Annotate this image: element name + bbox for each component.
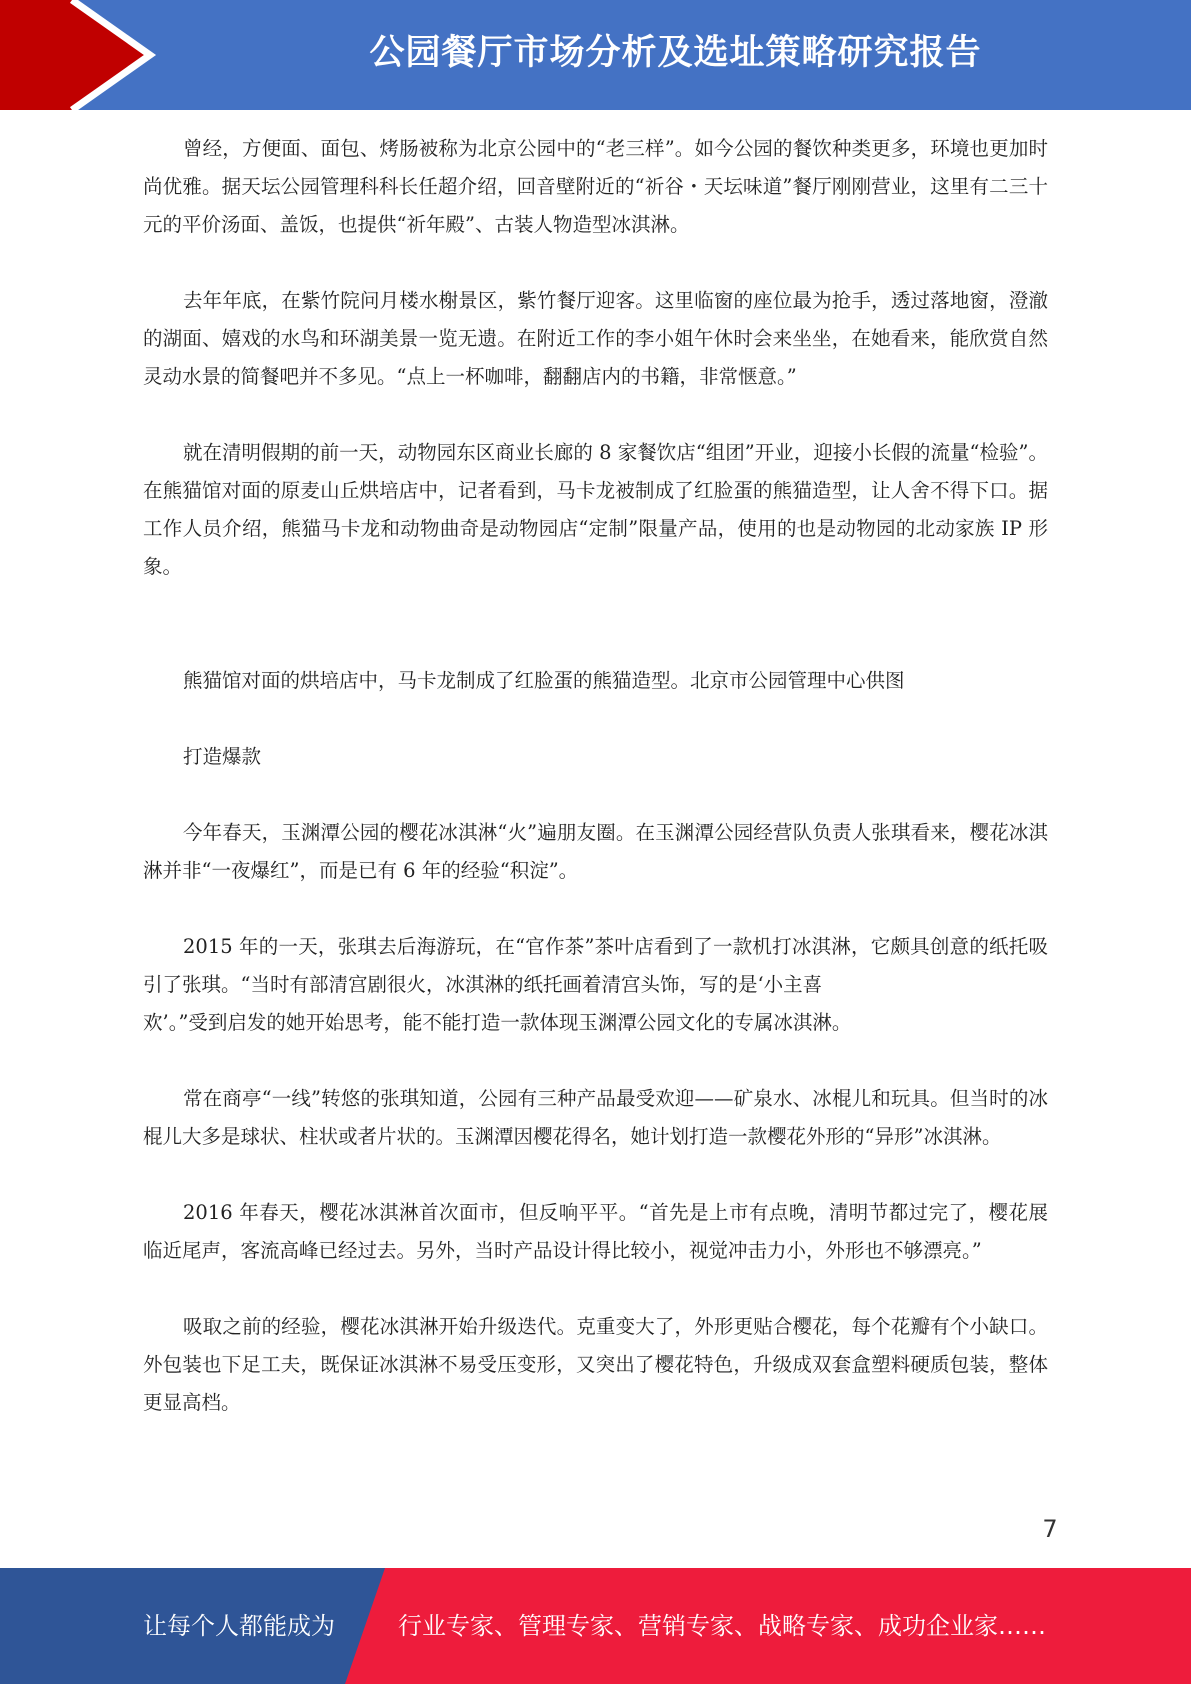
report-title: 公园餐厅市场分析及选址策略研究报告 [369, 33, 982, 73]
paragraph-4: 今年春天，玉渊潭公园的樱花冰淇淋“火”遍朋友圈。在玉渊潭公园经营队负责人张琪看来，樱花冰淇淋并非“一夜爆红”，而是已有 6 年的经验“积淀”。 [143, 821, 1048, 882]
paragraph-2: 去年年底，在紫竹院问月楼水榭景区，紫竹餐厅迎客。这里临窗的座位最为抢手，透过落地窗，澄澈的湖面、嬉戏的水鸟和环湖美景一览无遗。在附近工作的李小姐午休时会来坐坐，在她看来，能欣赏自然灵动水景的简餐吧并不多见。“点上一杯咖啡，翻翻店内的书籍，非常惬意。” [143, 289, 1048, 388]
image-caption: 熊猫馆对面的烘培店中，马卡龙制成了红脸蛋的熊猫造型。北京市公园管理中心供图 [183, 669, 905, 692]
paragraph-6: 常在商亭“一线”转悠的张琪知道，公园有三种产品最受欢迎——矿泉水、冰棍儿和玩具。但当时的冰棍儿大多是球状、柱状或者片状的。玉渊潭因樱花得名，她计划打造一款樱花外形的“异形”冰淇淋。 [143, 1087, 1048, 1148]
page-number: 7 [1042, 1515, 1058, 1543]
page-header [0, 0, 1191, 110]
paragraph-7: 2016 年春天，樱花冰淇淋首次面市，但反响平平。“首先是上市有点晚，清明节都过完了，樱花展临近尾声，客流高峰已经过去。另外，当时产品设计得比较小，视觉冲击力小，外形也不够漂亮。” [143, 1201, 1048, 1262]
section-heading: 打造爆款 [183, 745, 262, 768]
paragraph-5-continued: 欢’。”受到启发的她开始思考，能不能打造一款体现玉渊潭公园文化的专属冰淇淋。 [143, 1011, 852, 1034]
paragraph-5: 2015 年的一天，张琪去后海游玩，在“官作茶”茶叶店看到了一款机打冰淇淋，它颇具创意的纸托吸引了张琪。“当时有部清宫剧很火，冰淇淋的纸托画着清宫头饰，写的是‘小主喜 [143, 935, 1048, 996]
footer-slogan-right: 行业专家、管理专家、营销专家、战略专家、成功企业家…… [398, 1612, 1046, 1640]
header-arrow-decoration [0, 0, 160, 110]
paragraph-3: 就在清明假期的前一天，动物园东区商业长廊的 8 家餐饮店“组团”开业，迎接小长假的流量“检验”。在熊猫馆对面的原麦山丘烘培店中，记者看到，马卡龙被制成了红脸蛋的熊猫造型，让人舍不得下口。据工作人员介绍，熊猫马卡龙和动物曲奇是动物园店“定制”限量产品，使用的也是动物园的北动家族 IP 形象。 [143, 441, 1048, 578]
footer-slogan-left: 让每个人都能成为 [143, 1612, 335, 1640]
paragraph-8: 吸取之前的经验，樱花冰淇淋开始升级迭代。克重变大了，外形更贴合樱花，每个花瓣有个小缺口。外包装也下足工夫，既保证冰淇淋不易受压变形，又突出了樱花特色，升级成双套盒塑料硬质包装，整体更显高档。 [143, 1315, 1048, 1414]
paragraph-1: 曾经，方便面、面包、烤肠被称为北京公园中的“老三样”。如今公园的餐饮种类更多，环境也更加时尚优雅。据天坛公园管理科科长任超介绍，回音壁附近的“祈谷・天坛味道”餐厅刚刚营业，这里有二三十元的平价汤面、盖饭，也提供“祈年殿”、古装人物造型冰淇淋。 [143, 137, 1048, 236]
page-footer [0, 1568, 1191, 1684]
article-body [143, 130, 1048, 1460]
